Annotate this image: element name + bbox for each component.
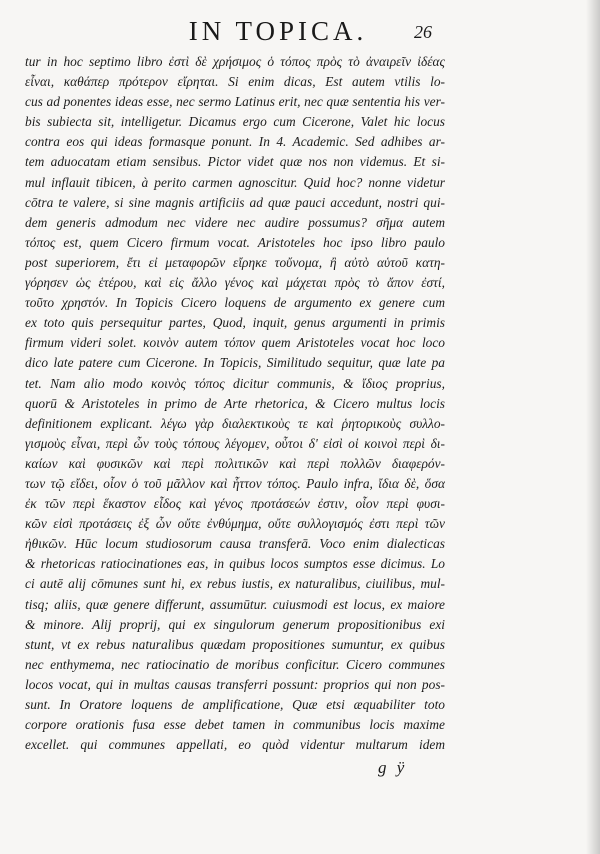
text-line: τοῦτο χρηστόν. In Topicis Cicero loquens de argumento ex genere cum [25,295,445,311]
text-line: quorū & Aristoteles in primo de Arte rhetorica, & Cicero multus locis [25,395,445,411]
running-title: IN TOPICA. [188,16,368,46]
text-line: firmum videri solet. κοινὸν autem τόπον quem Aristoteles vocat hoc loco [25,335,445,351]
running-head [0,14,600,48]
text-line: contra eos qui ideas formasque ponunt. In 4. Academic. Sed adhibes ar- [25,134,445,150]
text-line: γόρησεν ὡς ἑτέρου, καὶ εἰς ἄλλο γένος καὶ μάχεται πρὸς τὸ ἄπον ἐστί, [25,275,445,291]
text-line: definitionem explicant. λέγω γὰρ διαλεκτικοὺς τε καὶ ῥητορικοὺς συλλο- [25,415,445,431]
text-line: dico late patere cum Cicerone. In Topicis, Similitudo sequitur, quæ late pa [25,355,445,371]
text-line: των τῷ εἴδει, οἷον ὁ τοῦ μᾶλλον καὶ ἧττον τόπος. Paulo infra, ἴδια δὲ, ὅσα [25,475,445,491]
text-line: sunt. In Oratore loquens de amplificatione, Quæ etsi æquabiliter toto [25,697,445,712]
text-line: stunt, vt ex rebus naturalibus quædam propositiones sumuntur, ex quibus [25,636,445,652]
page-edge-shadow [586,0,600,854]
text-line: mul inflauit tibicen, à perito carmen agnoscitur. Quid hoc? nonne videtur [25,174,445,190]
text-line: locos vocat, qui in multas causas transferri possunt: proprios qui non pos- [25,676,445,692]
text-line: ἐκ τῶν περὶ ἕκαστον εἶδος καὶ γένος προτάσεών ἐστιν, οἷον περὶ φυσι- [25,496,445,512]
signature-mark: g ÿ [378,758,408,777]
text-line: bis subiecta sit, intelligetur. Dicamus ergo cum Cicerone, Valet hic locus [25,114,445,130]
text-line: καίων καὶ φυσικῶν καὶ περὶ πολιτικῶν καὶ περὶ πολλῶν διαφερόν- [25,455,445,471]
text-line: tur in hoc septimo libro ἐστὶ δὲ χρήσιμος ὁ τόπος πρὸς τὸ ἀναιρεῖν ἰδέας [25,54,445,69]
text-line: ex toto quis persequitur partes, Quod, inquit, genus argumenti in primis [25,315,445,331]
text-line: post superiorem, ἔτι εἰ μεταφορῶν εἴρηκε τοὔνομα, ἢ αὐτὸ αὑτοῦ κατη- [25,254,445,270]
text-line: τόπος est, quem Cicero firmum vocat. Aristoteles hoc ipso libro paulo [25,234,445,250]
text-line: excellet. qui communes appellati, eo quòd videntur multarum idem [25,737,445,753]
text-line: tem aduocatam etiam sensibus. Pictor videt quæ nos non videmus. Et si- [25,154,445,170]
text-line: & rhetoricas ratiocinationes eas, in quibus locos sumptos esse dicimus. Lo [25,556,445,572]
text-line: cus ad ponentes ideas esse, nec sermo Latinus erit, nec quæ sententia his ver- [25,94,445,110]
text-line: εἶναι, καθάπερ πρότερον εἴρηται. Si enim dicas, Est autem vtilis lo- [25,74,445,90]
text-line: γισμοὺς εἶναι, περὶ ὧν τοὺς τόπους λέγομεν, οὗτοι δ' εἰσὶ οἱ κοινοὶ περὶ δι- [25,435,445,451]
text-line: tet. Nam alio modo κοινὸς τόπος dicitur communis, & ἴδιος proprius, [25,375,445,391]
text-line: ci autē alij cōmunes sunt hi, ex rebus iustis, ex naturalibus, ciuilibus, mul- [25,576,445,592]
text-line: cōtra te valere, si sine magnis artificiis ad quæ pauci accedunt, nostri qui- [25,194,445,210]
text-line: nec enthymema, nec ratiocinatio de moribus conficitur. Cicero communes [25,656,445,672]
text-line: dem generis admodum nec videre nec audire possumus? σῆμα autem [25,214,445,230]
body-text [25,52,445,755]
text-line: tisq; aliis, quæ genere differunt, assumūtur. cuiusmodi est locus, ex maiore [25,596,445,612]
text-line: corpore orationis fusa esse debet tamen in communibus locis maxime [25,717,445,733]
text-line: ἠθικῶν. Hūc locum studiosorum causa transferā. Voco enim dialecticas [25,536,445,552]
text-line: κῶν εἰσὶ προτάσεις ἐξ ὧν οὔτε ἐνθύμημα, οὔτε συλλογισμός ἐστι περὶ τῶν [25,516,445,532]
text-line: & minore. Alij proprij, qui ex singulorum generum propositionibus exi [25,616,445,632]
page-number: 26 [414,22,432,42]
